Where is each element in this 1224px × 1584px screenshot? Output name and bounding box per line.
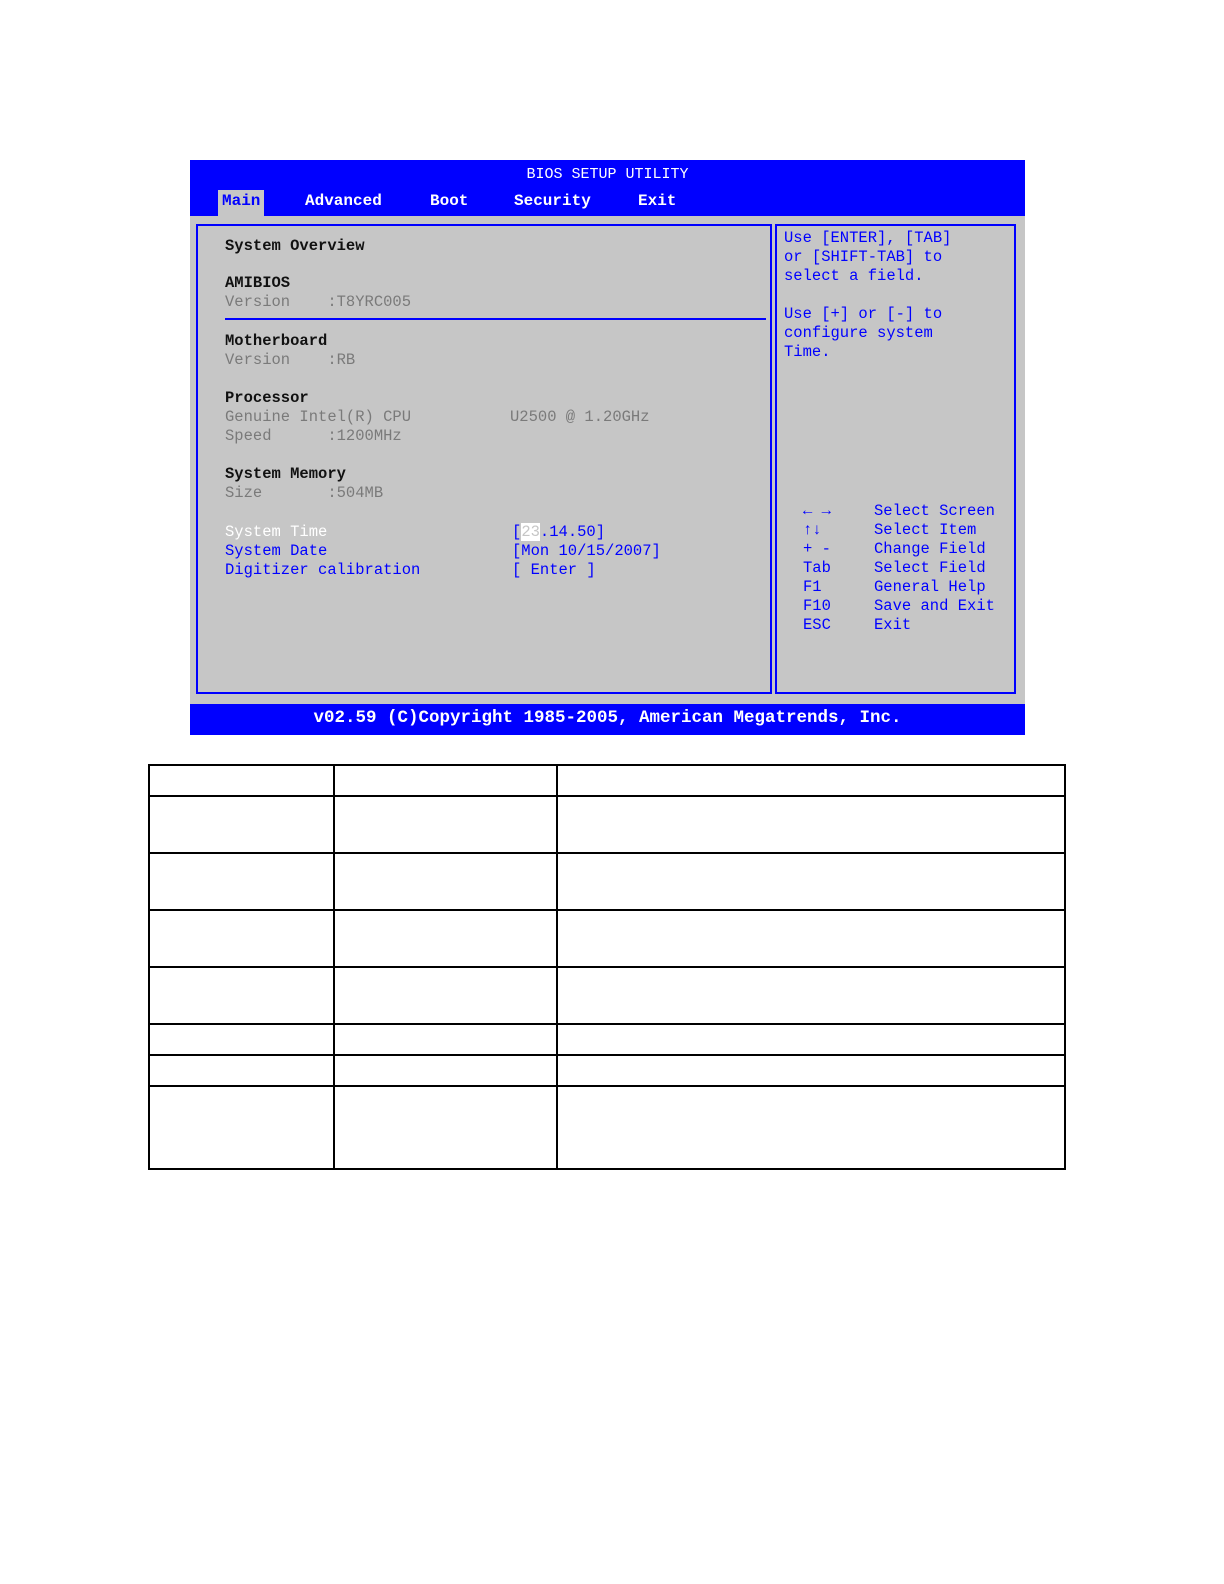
tab-main[interactable]: Main [218,190,264,216]
table-cell [149,967,334,1024]
motherboard-label: Motherboard [225,332,328,350]
help-text-line: Use [+] or [-] to [784,305,943,323]
help-text-line: Use [ENTER], [TAB] [784,229,952,247]
key-action: Select Field [874,559,986,577]
main-panel [190,216,1025,704]
key-action: Select Item [874,521,977,539]
table-cell [557,853,1065,910]
tab-security[interactable]: Security [514,192,591,210]
processor-name: Genuine Intel(R) CPU [225,408,412,426]
table-cell [334,910,557,967]
table-cell [557,910,1065,967]
digitizer-calibration-label[interactable]: Digitizer calibration [225,561,421,579]
amibios-label: AMIBIOS [225,274,291,292]
help-text-line: select a field. [784,267,924,285]
copyright-footer: v02.59 (C)Copyright 1985-2005, American Megatrends, Inc. [313,708,902,728]
key-action: Change Field [874,540,986,558]
key-name: Tab [803,559,831,577]
key-action: Exit [874,616,912,634]
key-name: F10 [803,597,831,615]
motherboard-version: Version :RB [225,351,356,369]
system-date-field[interactable]: [Mon 10/15/2007] [512,542,661,560]
table-row [149,910,1065,967]
processor-model: U2500 @ 1.20GHz [510,408,650,426]
key-name: + - [803,540,831,558]
table-row [149,967,1065,1024]
table-cell [334,765,557,796]
table-row [149,1055,1065,1086]
time-hour[interactable]: 23 [521,523,540,541]
system-time-field[interactable] [512,523,605,542]
table-row [149,796,1065,853]
time-bracket: [ [512,523,522,541]
table-cell [557,1024,1065,1055]
table-cell [334,1055,557,1086]
processor-label: Processor [225,389,309,407]
system-memory-label: System Memory [225,465,346,483]
table-row [149,1024,1065,1055]
key-name: ESC [803,616,831,634]
key-action: Select Screen [874,502,995,520]
table-cell [557,1055,1065,1086]
overview-divider [225,318,766,320]
system-overview-heading: System Overview [225,237,365,255]
table-cell [149,1055,334,1086]
table-cell [149,1086,334,1169]
help-text-line: or [SHIFT-TAB] to [784,248,943,266]
table-row [149,1086,1065,1169]
key-name: F1 [803,578,822,596]
table-cell [334,1024,557,1055]
time-rest: .14.50] [539,523,606,541]
table-cell [149,853,334,910]
table-cell [149,910,334,967]
table-row [149,765,1065,796]
table-cell [149,1024,334,1055]
table-cell [334,853,557,910]
arrow-up-down-icon: ↑↓ [803,521,822,539]
table-cell [149,765,334,796]
tab-boot[interactable]: Boot [430,192,469,210]
table-cell [557,1086,1065,1169]
empty-table [148,764,1066,1170]
key-action: Save and Exit [874,597,995,615]
table-row [149,853,1065,910]
table-cell [334,796,557,853]
system-date-label[interactable]: System Date [225,542,328,560]
table-cell [334,967,557,1024]
tab-advanced[interactable]: Advanced [305,192,382,210]
tab-exit[interactable]: Exit [638,192,677,210]
table-cell [334,1086,557,1169]
amibios-version: Version :T8YRC005 [225,293,412,311]
processor-speed: Speed :1200MHz [225,427,402,445]
table-cell [557,796,1065,853]
key-action: General Help [874,578,986,596]
help-text-line: Time. [784,343,831,361]
system-time-label[interactable]: System Time [225,523,328,541]
system-memory-size: Size :504MB [225,484,384,502]
menu-bar [190,190,1025,216]
table-cell [557,967,1065,1024]
arrow-left-right-icon: ← → [803,502,831,520]
bios-window [190,160,1025,735]
table-cell [557,765,1065,796]
bios-title: BIOS SETUP UTILITY [526,166,689,183]
help-text-line: configure system [784,324,933,342]
table-cell [149,796,334,853]
digitizer-calibration-button[interactable]: [ Enter ] [512,561,596,579]
